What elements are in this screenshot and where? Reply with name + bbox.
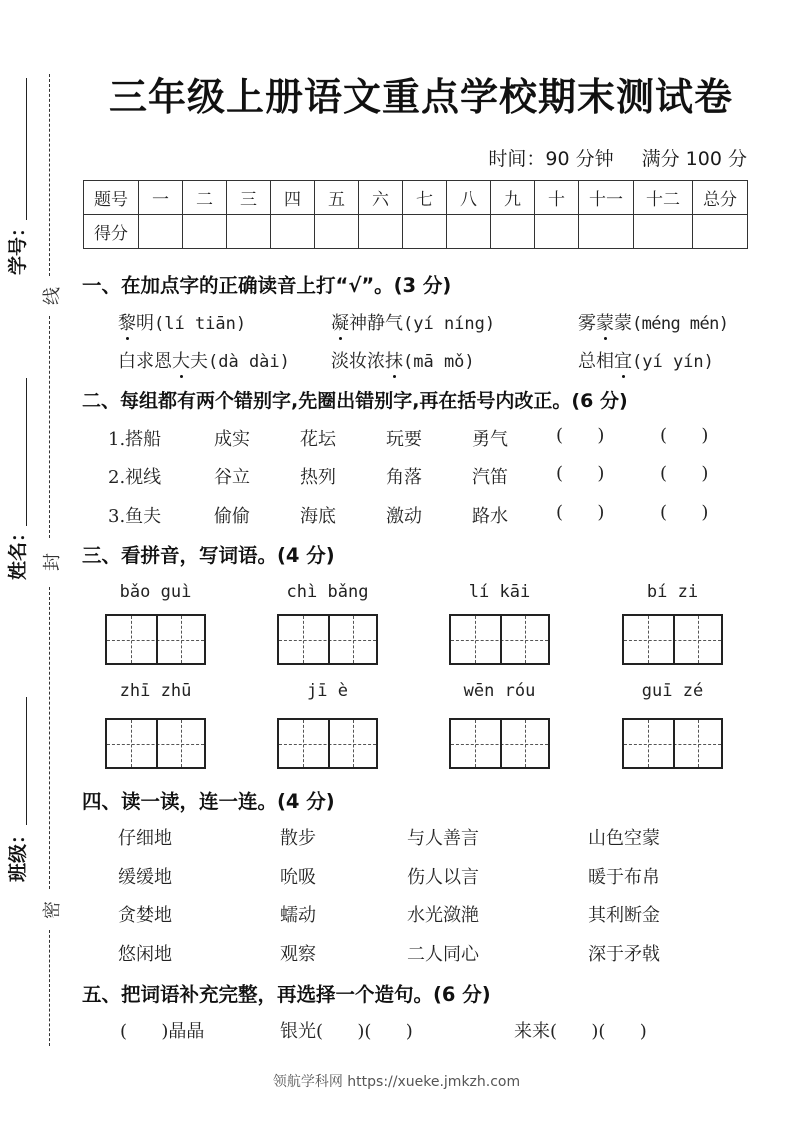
pinyin-options: (méng mén)	[632, 314, 729, 334]
seal-char-secret: 密	[42, 901, 63, 919]
correction-blank[interactable]: ( )	[556, 463, 605, 484]
grid-guide-line	[353, 616, 354, 663]
pinyin-prompt: jī è	[307, 681, 348, 701]
pinyin-choice-item[interactable]	[331, 309, 495, 335]
pinyin-prompt: zhī zhū	[119, 681, 192, 701]
grid-divider	[673, 616, 675, 663]
grid-divider	[156, 616, 158, 663]
match-word[interactable]: 水光潋滟	[407, 905, 479, 926]
correction-blank[interactable]: ( )	[556, 502, 605, 523]
page-title: 三年级上册语文重点学校期末测试卷	[108, 75, 733, 119]
section-1-heading: 一、在加点字的正确读音上打“√”。(3 分)	[82, 274, 452, 297]
grid-guide-line	[131, 616, 132, 663]
score-input-cell[interactable]	[139, 215, 183, 249]
grid-guide-line	[475, 720, 476, 767]
match-word[interactable]: 深于矛戟	[588, 944, 660, 965]
match-word[interactable]: 其利断金	[588, 905, 660, 926]
grid-guide-line	[698, 720, 699, 767]
typo-word[interactable]: 谷立	[214, 467, 250, 488]
match-word[interactable]: 吮吸	[280, 867, 316, 888]
score-cell-header: 十	[535, 181, 579, 215]
tianzige-writing-box[interactable]	[622, 614, 723, 665]
match-word[interactable]: 伤人以言	[407, 867, 479, 888]
grid-guide-line	[525, 720, 526, 767]
tianzige-writing-box[interactable]	[105, 718, 206, 769]
word-part: 白求恩	[118, 351, 172, 372]
fill-word-item[interactable]: 来来( )( )	[514, 1021, 647, 1042]
tianzige-writing-box[interactable]	[449, 614, 550, 665]
word-part: 蒙	[614, 313, 632, 334]
grid-divider	[156, 720, 158, 767]
pinyin-options: (dà dài)	[208, 352, 290, 372]
grid-divider	[328, 720, 330, 767]
seal-char-seal: 封	[42, 553, 63, 571]
dotted-char: 蒙	[596, 309, 614, 335]
typo-word[interactable]: 汽笛	[472, 467, 508, 488]
typo-word[interactable]: 热列	[300, 467, 336, 488]
word-part: 神静气	[349, 313, 403, 334]
score-input-cell[interactable]	[359, 215, 403, 249]
grid-divider	[500, 616, 502, 663]
score-input-cell[interactable]	[271, 215, 315, 249]
match-word[interactable]: 散步	[280, 828, 316, 849]
dotted-char: 凝	[331, 309, 349, 335]
score-cell-header: 八	[447, 181, 491, 215]
score-cell-header: 六	[359, 181, 403, 215]
name-label: 姓名：	[7, 522, 30, 581]
match-word[interactable]: 观察	[280, 944, 316, 965]
word-part: 夫	[190, 351, 208, 372]
match-word[interactable]: 悠闲地	[118, 944, 172, 965]
match-word[interactable]: 蠕动	[280, 905, 316, 926]
score-cell-header: 一	[139, 181, 183, 215]
grid-guide-line	[181, 720, 182, 767]
typo-word[interactable]: 海底	[300, 506, 336, 527]
pinyin-choice-item[interactable]	[578, 309, 728, 335]
tianzige-writing-box[interactable]	[277, 614, 378, 665]
student-id-underline	[26, 78, 27, 220]
grid-divider	[673, 720, 675, 767]
pinyin-choice-item[interactable]	[118, 309, 246, 335]
score-cell-header: 总分	[693, 181, 748, 215]
section-4-heading: 四、读一读，连一连。(4 分)	[82, 790, 335, 813]
typo-word[interactable]: 3.鱼夫	[108, 506, 162, 527]
tianzige-writing-box[interactable]	[277, 718, 378, 769]
dotted-char: 抹	[385, 347, 403, 373]
section-5-heading: 五、把词语补充完整，再选择一个造句。(6 分)	[82, 983, 491, 1006]
grid-guide-line	[525, 616, 526, 663]
score-table-header-row	[84, 181, 748, 215]
dotted-char: 黎	[118, 309, 136, 335]
grid-guide-line	[648, 720, 649, 767]
score-input-cell[interactable]	[183, 215, 227, 249]
score-cell-header: 九	[491, 181, 535, 215]
word-part: 雾	[578, 313, 596, 334]
typo-word[interactable]: 角落	[386, 467, 422, 488]
score-cell-header: 题号	[84, 181, 139, 215]
score-input-cell[interactable]	[447, 215, 491, 249]
pinyin-options: (yí níng)	[403, 314, 496, 334]
score-input-cell[interactable]	[227, 215, 271, 249]
seal-dashed-line	[49, 316, 50, 538]
score-row-label: 得分	[84, 215, 139, 249]
match-word[interactable]: 与人善言	[407, 828, 479, 849]
grid-divider	[328, 616, 330, 663]
exam-full-score: 满分 100 分	[641, 148, 747, 170]
score-cell-header: 四	[271, 181, 315, 215]
grid-guide-line	[303, 616, 304, 663]
dotted-char: 大	[172, 347, 190, 373]
class-label: 班级：	[7, 824, 30, 883]
pinyin-prompt: bǎo guì	[119, 582, 192, 602]
match-word[interactable]: 缓缓地	[118, 867, 172, 888]
score-cell-header: 二	[183, 181, 227, 215]
typo-word[interactable]: 成实	[214, 429, 250, 450]
seal-dashed-line	[49, 74, 50, 276]
match-word[interactable]: 仔细地	[118, 828, 172, 849]
correction-blank[interactable]: ( )	[660, 463, 709, 484]
score-input-cell[interactable]	[535, 215, 579, 249]
score-cell-header: 十二	[634, 181, 693, 215]
grid-guide-line	[131, 720, 132, 767]
grid-guide-line	[475, 616, 476, 663]
score-input-cell[interactable]	[403, 215, 447, 249]
dotted-char: 宜	[614, 347, 632, 373]
pinyin-choice-item[interactable]	[578, 347, 714, 373]
typo-word[interactable]: 激动	[386, 506, 422, 527]
typo-word[interactable]: 偷偷	[214, 506, 250, 527]
typo-word[interactable]: 勇气	[472, 429, 508, 450]
word-part: 总相	[578, 351, 614, 372]
typo-word[interactable]: 花坛	[300, 429, 336, 450]
seal-dashed-line	[49, 587, 50, 889]
student-id-label: 学号：	[7, 217, 30, 276]
fill-word-item[interactable]: ( )晶晶	[120, 1021, 205, 1042]
score-cell-header: 五	[315, 181, 359, 215]
grid-guide-line	[353, 720, 354, 767]
pinyin-choice-item[interactable]	[331, 347, 475, 373]
typo-word[interactable]: 玩要	[386, 429, 422, 450]
grid-guide-line	[648, 616, 649, 663]
section-2-heading: 二、每组都有两个错别字,先圈出错别字,再在括号内改正。(6 分)	[82, 390, 628, 412]
score-input-cell[interactable]	[634, 215, 693, 249]
exam-info	[484, 144, 747, 171]
seal-dashed-line	[49, 930, 50, 1046]
pinyin-prompt: wēn róu	[463, 681, 536, 701]
word-part: 淡妆浓	[331, 351, 385, 372]
score-table-score-row	[84, 215, 748, 249]
score-cell-header: 七	[403, 181, 447, 215]
class-underline	[26, 697, 27, 825]
score-input-cell[interactable]	[693, 215, 748, 249]
section-3-heading: 三、看拼音，写词语。(4 分)	[82, 544, 335, 567]
grid-guide-line	[698, 616, 699, 663]
pinyin-choice-item[interactable]	[118, 347, 290, 373]
score-input-cell[interactable]	[491, 215, 535, 249]
typo-word[interactable]: 路水	[472, 506, 508, 527]
fill-word-item[interactable]: 银光( )( )	[280, 1021, 413, 1042]
match-word[interactable]: 山色空蒙	[588, 828, 660, 849]
grid-divider	[500, 720, 502, 767]
correction-blank[interactable]: ( )	[660, 425, 709, 446]
match-word[interactable]: 二人同心	[407, 944, 479, 965]
tianzige-writing-box[interactable]	[622, 718, 723, 769]
name-underline	[26, 378, 27, 526]
score-input-cell[interactable]	[315, 215, 359, 249]
score-table	[83, 180, 748, 249]
pinyin-options: (lí tiān)	[154, 314, 247, 334]
pinyin-prompt: bí zi	[646, 582, 699, 602]
footer-watermark: 领航学科网 https://xueke.jmkzh.com	[272, 1074, 521, 1090]
pinyin-options: (mā mǒ)	[403, 352, 475, 372]
grid-guide-line	[181, 616, 182, 663]
tianzige-writing-box[interactable]	[105, 614, 206, 665]
match-word[interactable]: 暖于布帛	[588, 867, 660, 888]
word-part: 明	[136, 313, 154, 334]
grid-guide-line	[303, 720, 304, 767]
match-word[interactable]: 贪婪地	[118, 905, 172, 926]
correction-blank[interactable]: ( )	[556, 425, 605, 446]
exam-time: 时间：90 分钟	[488, 148, 614, 170]
score-input-cell[interactable]	[579, 215, 634, 249]
pinyin-prompt: guī zé	[641, 681, 704, 701]
score-cell-header: 三	[227, 181, 271, 215]
score-cell-header: 十一	[579, 181, 634, 215]
correction-blank[interactable]: ( )	[660, 502, 709, 523]
pinyin-options: (yí yín)	[632, 352, 714, 372]
typo-word[interactable]: 1.搭船	[108, 429, 162, 450]
tianzige-writing-box[interactable]	[449, 718, 550, 769]
pinyin-prompt: chì bǎng	[286, 582, 369, 602]
seal-char-line: 线	[42, 287, 63, 305]
typo-word[interactable]: 2.视线	[108, 467, 162, 488]
pinyin-prompt: lí kāi	[468, 582, 531, 602]
